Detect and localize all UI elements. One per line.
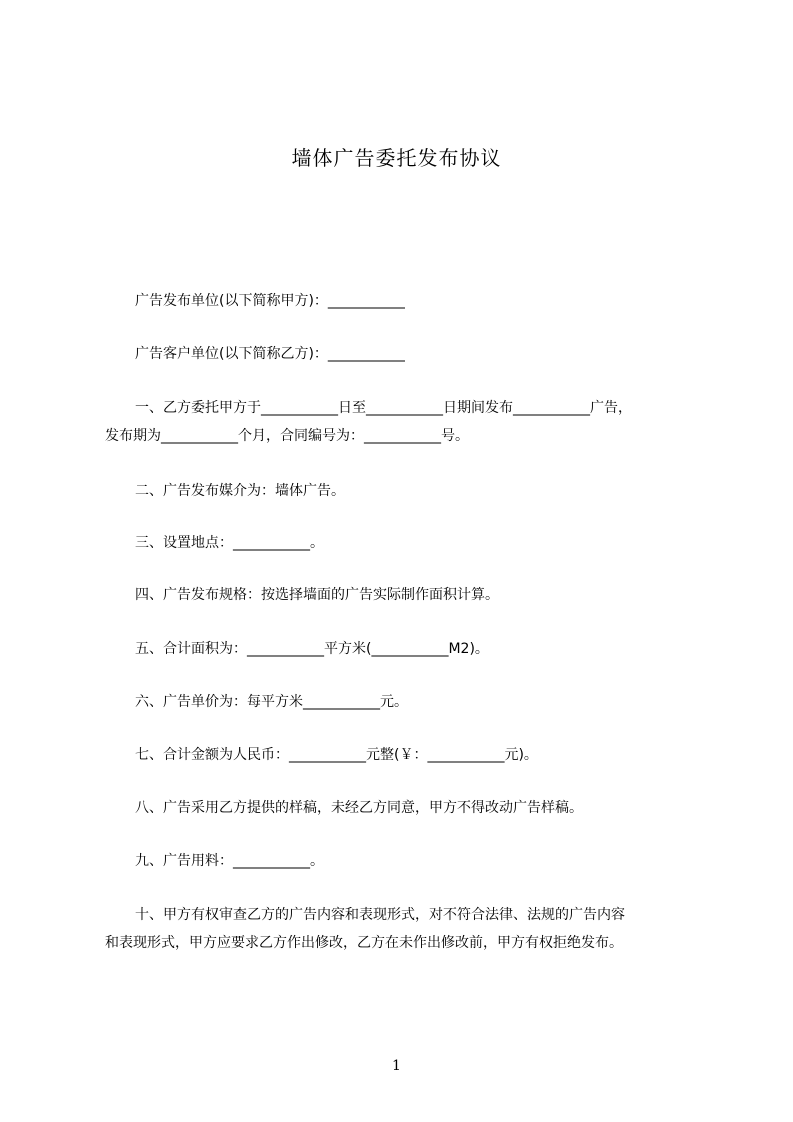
clause-1-line-2: 发布期为___________个月，合同编号为：___________号。 bbox=[105, 428, 469, 444]
clause-2: 二、广告发布媒介为：墙体广告。 bbox=[135, 483, 345, 499]
clause-party-b: 广告客户单位(以下简称乙方)：___________ bbox=[135, 346, 405, 362]
clause-4: 四、广告发布规格：按选择墙面的广告实际制作面积计算。 bbox=[135, 587, 499, 603]
clause-10-line-2: 和表现形式，甲方应要求乙方作出修改，乙方在未作出修改前，甲方有权拒绝发布。 bbox=[105, 935, 623, 951]
clause-6: 六、广告单价为：每平方米___________元。 bbox=[135, 694, 408, 710]
clause-8: 八、广告采用乙方提供的样稿，未经乙方同意，甲方不得改动广告样稿。 bbox=[135, 800, 583, 816]
clause-1-line-1: 一、乙方委托甲方于___________日至___________日期间发布___________广告， bbox=[135, 400, 632, 416]
clause-5: 五、合计面积为：___________平方米(___________M2)。 bbox=[135, 641, 489, 657]
clause-7: 七、合计金额为人民币：___________元整(￥：___________元)。 bbox=[135, 747, 538, 763]
clause-party-a: 广告发布单位(以下简称甲方)：___________ bbox=[135, 293, 405, 309]
clause-9: 九、广告用料：___________。 bbox=[135, 853, 324, 869]
clause-3: 三、设置地点：___________。 bbox=[135, 535, 324, 551]
page-number: 1 bbox=[392, 1058, 401, 1074]
document-title: 墙体广告委托发布协议 bbox=[291, 146, 502, 170]
clause-10-line-1: 十、甲方有权审查乙方的广告内容和表现形式，对不符合法律、法规的广告内容 bbox=[135, 907, 625, 923]
